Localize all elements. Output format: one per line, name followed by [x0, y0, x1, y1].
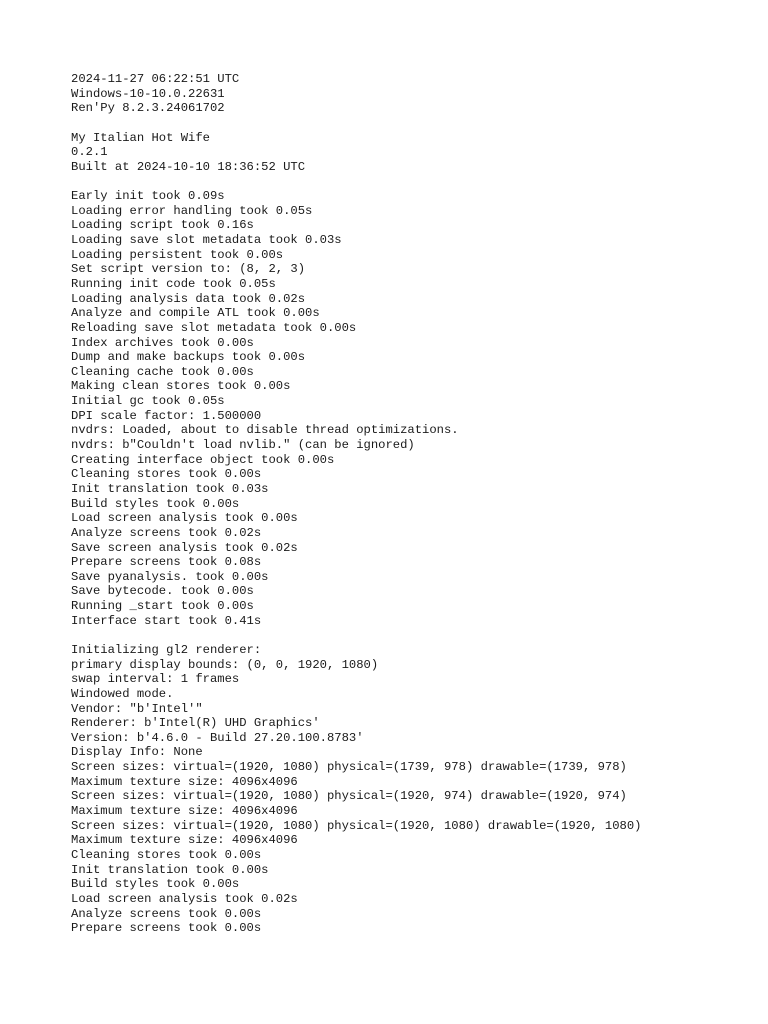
renderer-log-line: Vendor: "b'Intel'": [71, 701, 203, 716]
init-log-line: Interface start took 0.41s: [71, 613, 262, 628]
renderer-log-line: Build styles took 0.00s: [71, 877, 240, 892]
init-log-line: Making clean stores took 0.00s: [71, 379, 291, 394]
init-log-line: Index archives took 0.00s: [71, 335, 254, 350]
init-log-line: Creating interface object took 0.00s: [71, 452, 335, 467]
init-log-line: Loading analysis data took 0.02s: [71, 291, 306, 306]
renderer-log-line: Load screen analysis took 0.02s: [71, 891, 298, 906]
renderer-log-line: Init translation took 0.00s: [71, 862, 269, 877]
blank-line: [71, 628, 751, 643]
renderer-log-line: Maximum texture size: 4096x4096: [71, 804, 298, 819]
init-log-line: Set script version to: (8, 2, 3): [71, 262, 306, 277]
log-header-line: Ren'Py 8.2.3.24061702: [71, 101, 225, 116]
init-log-line: Running init code took 0.05s: [71, 276, 276, 291]
renderer-log-line: Initializing gl2 renderer:: [71, 642, 262, 657]
log-header-section: [71, 72, 751, 116]
log-document: [71, 72, 751, 936]
init-log-line: Save bytecode. took 0.00s: [71, 584, 254, 599]
init-log-line: Dump and make backups took 0.00s: [71, 350, 306, 365]
init-log-line: Initial gc took 0.05s: [71, 394, 225, 409]
init-log-line: Init translation took 0.03s: [71, 481, 269, 496]
log-header-line: Windows-10-10.0.22631: [71, 86, 225, 101]
renderer-log-line: Version: b'4.6.0 - Build 27.20.100.8783': [71, 730, 364, 745]
renderer-log-line: Screen sizes: virtual=(1920, 1080) physical=(1920, 974) drawable=(1920, 974): [71, 789, 627, 804]
renderer-log-line: Windowed mode.: [71, 686, 174, 701]
game-info-section: [71, 131, 751, 175]
init-log-line: Cleaning stores took 0.00s: [71, 467, 262, 482]
renderer-log-line: Maximum texture size: 4096x4096: [71, 833, 298, 848]
init-log-line: Load screen analysis took 0.00s: [71, 511, 298, 526]
init-log-line: DPI scale factor: 1.500000: [71, 408, 262, 423]
renderer-log-line: Prepare screens took 0.00s: [71, 921, 262, 936]
init-log-line: Save screen analysis took 0.02s: [71, 540, 298, 555]
init-log-line: Loading persistent took 0.00s: [71, 247, 284, 262]
init-log-line: Loading error handling took 0.05s: [71, 203, 313, 218]
game-info-line: My Italian Hot Wife: [71, 130, 210, 145]
init-log-line: Loading script took 0.16s: [71, 218, 254, 233]
renderer-log-line: Analyze screens took 0.00s: [71, 906, 262, 921]
renderer-log-line: Cleaning stores took 0.00s: [71, 847, 262, 862]
renderer-log-line: primary display bounds: (0, 0, 1920, 1080): [71, 657, 379, 672]
init-log-line: nvdrs: Loaded, about to disable thread optimizations.: [71, 423, 459, 438]
init-log-line: Reloading save slot metadata took 0.00s: [71, 320, 357, 335]
game-info-line: 0.2.1: [71, 145, 108, 160]
renderer-log-section: [71, 643, 751, 936]
renderer-log-line: Renderer: b'Intel(R) UHD Graphics': [71, 716, 320, 731]
init-log-line: Build styles took 0.00s: [71, 496, 240, 511]
init-log-line: Early init took 0.09s: [71, 189, 225, 204]
blank-line: [71, 116, 751, 131]
renderer-log-line: Screen sizes: virtual=(1920, 1080) physical=(1739, 978) drawable=(1739, 978): [71, 760, 627, 775]
init-log-section: [71, 189, 751, 628]
renderer-log-line: Screen sizes: virtual=(1920, 1080) physical=(1920, 1080) drawable=(1920, 1080): [71, 818, 642, 833]
init-log-line: nvdrs: b"Couldn't load nvlib." (can be ignored): [71, 438, 415, 453]
log-header-line: 2024-11-27 06:22:51 UTC: [71, 72, 240, 86]
init-log-line: Cleaning cache took 0.00s: [71, 364, 254, 379]
renderer-log-line: Maximum texture size: 4096x4096: [71, 774, 298, 789]
init-log-line: Analyze screens took 0.02s: [71, 525, 262, 540]
init-log-line: Save pyanalysis. took 0.00s: [71, 569, 269, 584]
init-log-line: Analyze and compile ATL took 0.00s: [71, 306, 320, 321]
renderer-log-line: Display Info: None: [71, 745, 203, 760]
game-info-line: Built at 2024-10-10 18:36:52 UTC: [71, 159, 306, 174]
init-log-line: Prepare screens took 0.08s: [71, 555, 262, 570]
init-log-line: Loading save slot metadata took 0.03s: [71, 233, 342, 248]
blank-line: [71, 174, 751, 189]
renderer-log-line: swap interval: 1 frames: [71, 672, 240, 687]
init-log-line: Running _start took 0.00s: [71, 599, 254, 614]
